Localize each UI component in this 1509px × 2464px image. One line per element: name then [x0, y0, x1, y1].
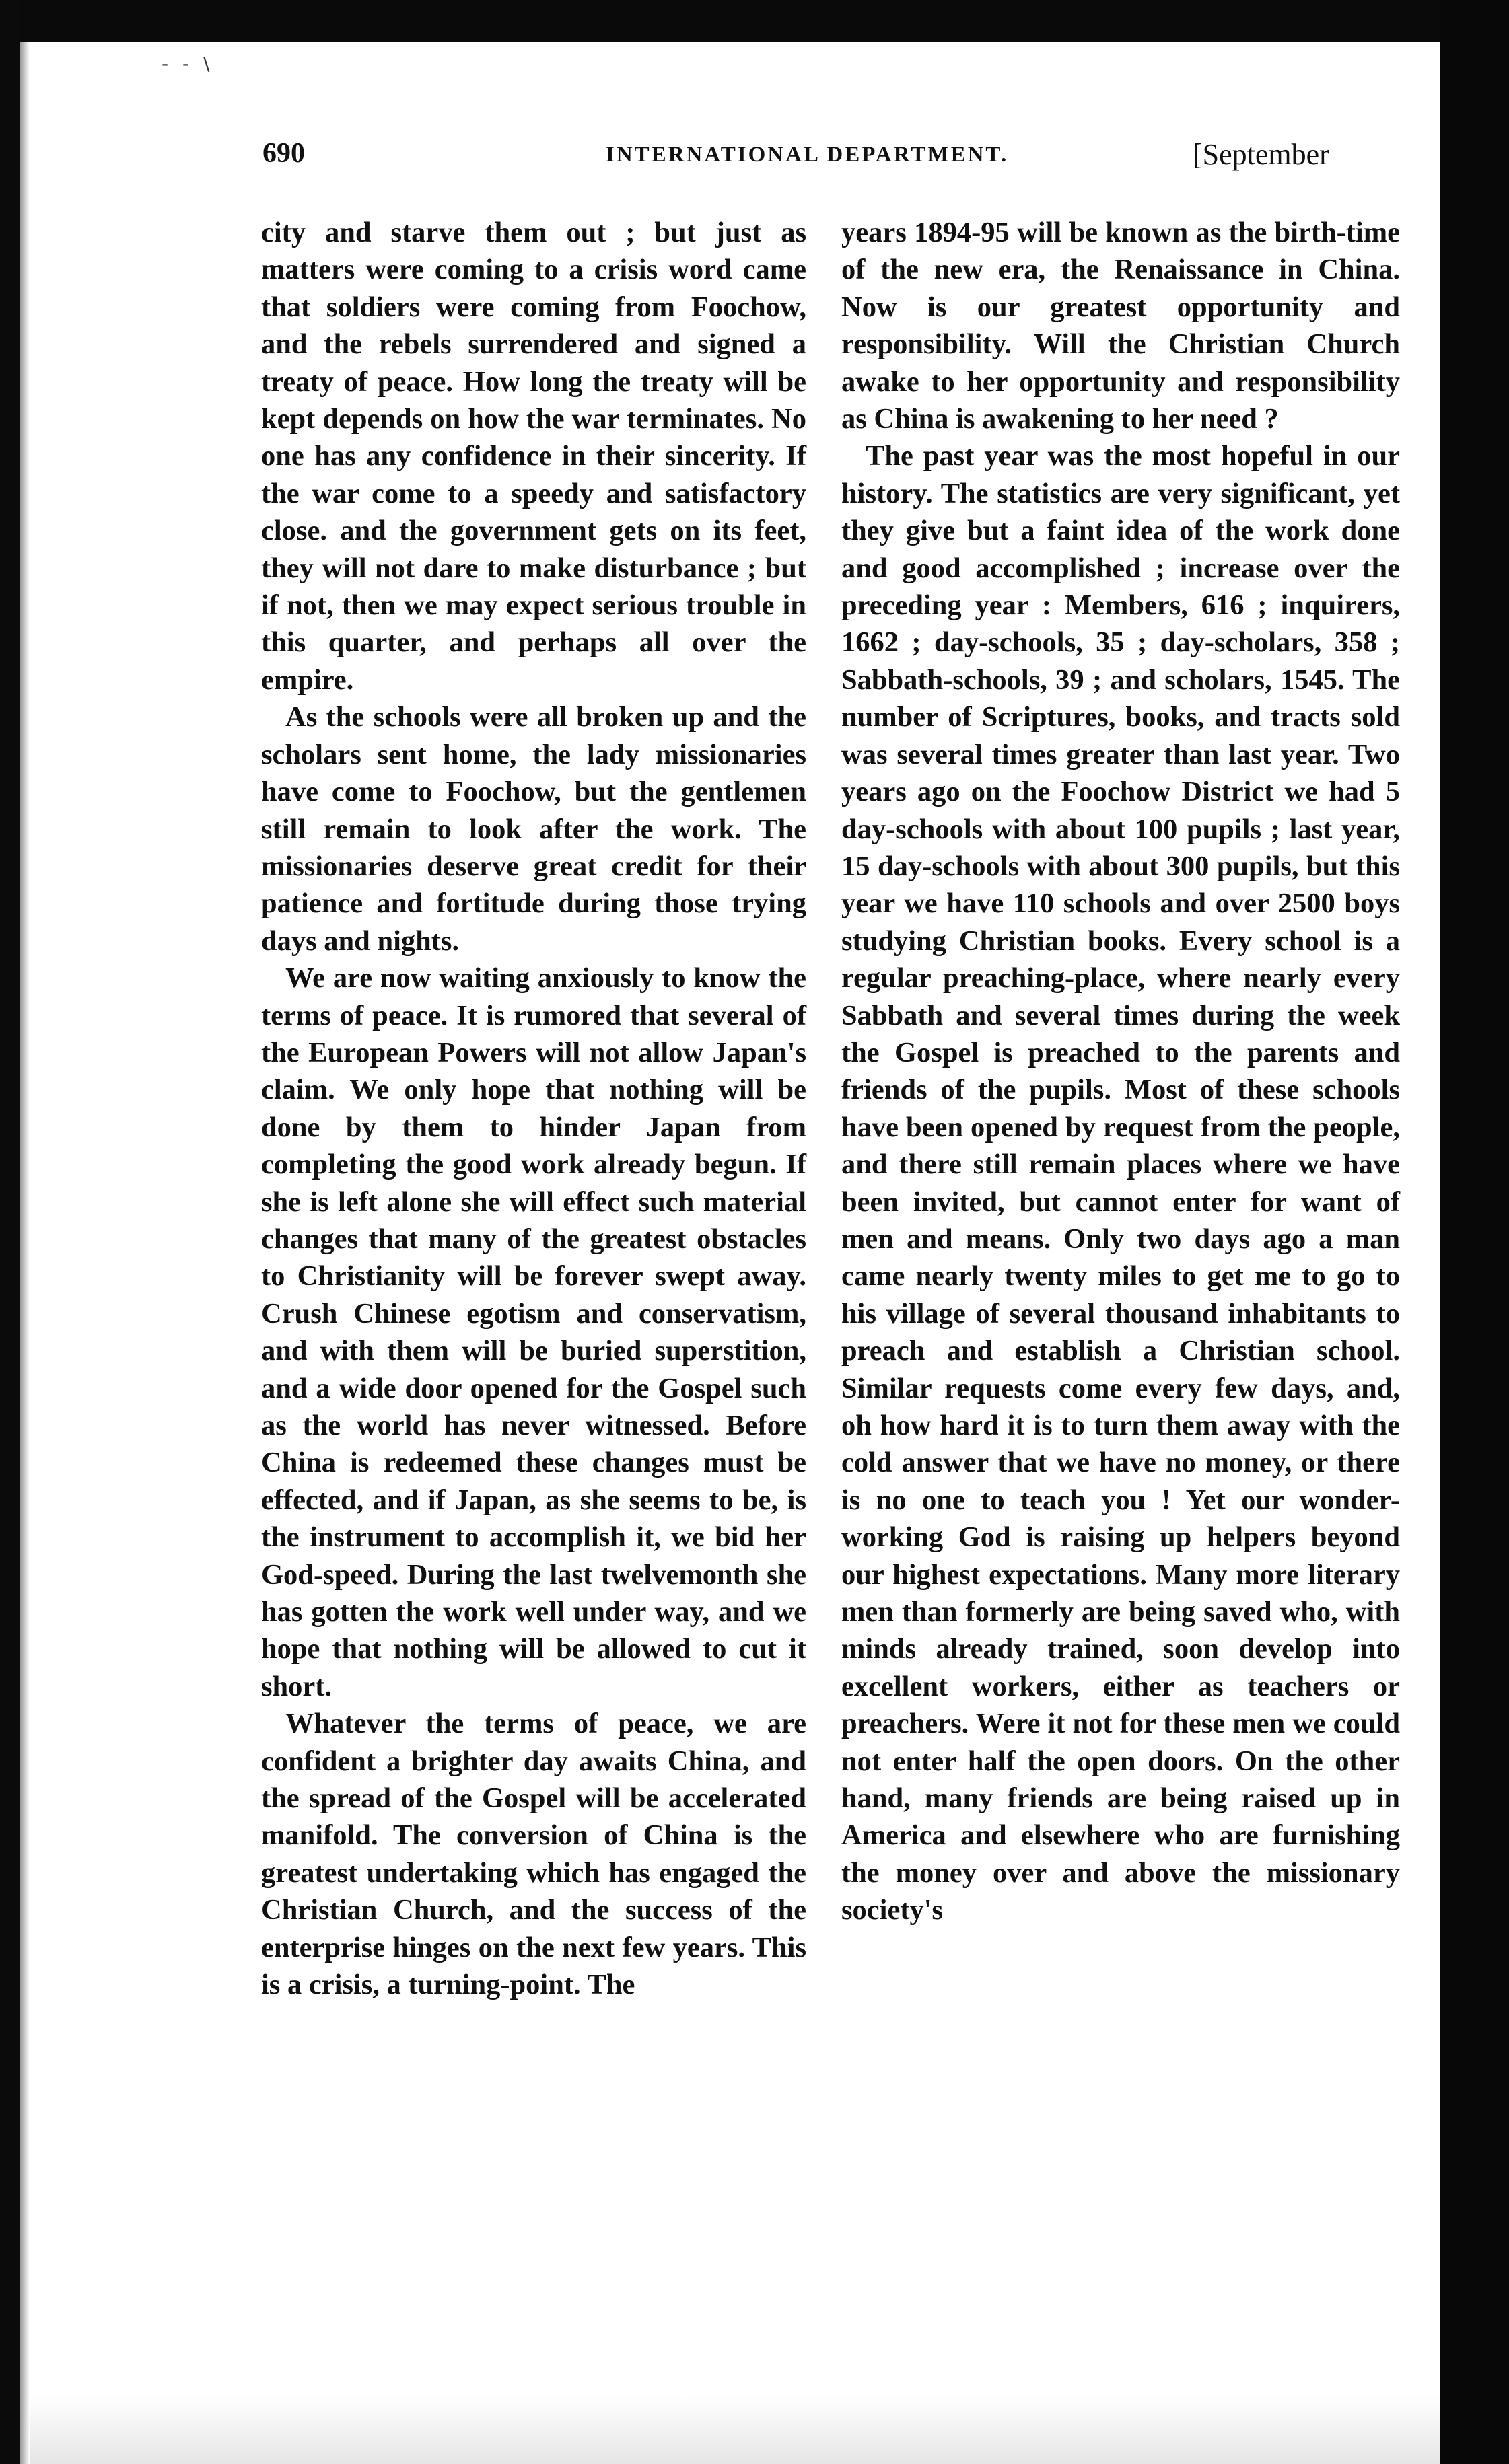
- scan-marks: - - \: [162, 52, 214, 75]
- scan-right-border: [1440, 0, 1509, 2464]
- paragraph: As the schools were all broken up and the scholars sent home, the lady missionaries have come to Foochow, but the gentlemen still remain to look after the work. The missionaries deserve great credit for their patience and fortitude during those trying days and nights.: [261, 701, 806, 957]
- page-bottom-shade: [30, 2395, 1440, 2464]
- paragraph: Whatever the terms of peace, we are confident a brighter day awaits China, and the spread of the Gospel will be accelerated manifold. The conversion of China is the greatest undertaking which has engaged the Christian Church, and the success of the enterprise hinges on the next few years. This is a crisis, a turning-point. The: [261, 1708, 806, 2001]
- issue-month: [September: [1193, 138, 1329, 171]
- right-text-column: [841, 214, 1400, 2239]
- page-number: 690: [262, 138, 305, 169]
- page-gutter-shadow: [20, 42, 30, 2464]
- running-head: [262, 137, 1440, 178]
- paragraph: The past year was the most hopeful in our history. The statistics are very significant, yet they give but a faint idea of the work done and good accomplished ; increase over the preceding year : Members, 616 ; inquirers, 1662 ; day-schools, 35 ; day-scholars, 358 ; Sabbath-schools, 39 ; and scholars, 1545. The number of Scriptures, books, and tracts sold was several times greater than last year. Two years ago on the Foochow District we had 5 day-schools with about 100 pupils ; last year, 15 day-schools with about 300 pupils, but this year we have 110 schools and over 2500 boys studying Christian books. Every school is a regular preaching-place, where nearly every Sabbath and several times during the week the Gospel is preached to the parents and friends of the pupils. Most of these schools have been opened by request from the people, and there still remain places where we have been invited, but cannot enter for want of men and means. Only two days ago a man came nearly twenty miles to get me to go to his village of several thousand inhabitants to preach and establish a Christian school. Similar requests come every few days, and, oh how hard it is to turn them away with the cold answer that we have no money, or there is no one to teach you ! Yet our wonder-working God is raising up helpers beyond our highest expectations. Many more literary men than formerly are being saved who, with minds already trained, soon develop into excellent workers, either as teachers or preachers. Were it not for these men we could not enter half the open doors. On the other hand, many friends are being raised up in America and elsewhere who are furnishing the money over and above the missionary society's: [841, 440, 1400, 1926]
- scan-top-border: [0, 0, 1509, 42]
- scan-left-border: [0, 0, 20, 2464]
- section-title: INTERNATIONAL DEPARTMENT.: [606, 143, 1009, 167]
- paragraph: years 1894-95 will be known as the birth-time of the new era, the Renaissance in China. Now is our greatest opportunity and responsibility. Will the Christian Church awake to her opportunity and responsibility as China is awakening to her need ?: [841, 217, 1400, 435]
- paragraph: city and starve them out ; but just as matters were coming to a crisis word came that soldiers were coming from Foochow, and the rebels surrendered and signed a treaty of peace. How long the treaty will be kept depends on how the war terminates. No one has any confidence in their sincerity. If the war come to a speedy and satisfactory close. and the government gets on its feet, they will not dare to make disturbance ; but if not, then we may expect serious trouble in this quarter, and perhaps all over the empire.: [261, 217, 806, 696]
- left-text-column: [261, 214, 806, 2239]
- paragraph: We are now waiting anxiously to know the terms of peace. It is rumored that several of the European Powers will not allow Japan's claim. We only hope that nothing will be done by them to hinder Japan from completing the good work already begun. If she is left alone she will effect such material changes that many of the greatest obstacles to Christianity will be forever swept away. Crush Chinese egotism and conservatism, and with them will be buried superstition, and a wide door opened for the Gospel such as the world has never witnessed. Before China is redeemed these changes must be effected, and if Japan, as she seems to be, is the instrument to accomplish it, we bid her God-speed. During the last twelvemonth she has gotten the work well under way, and we hope that nothing will be allowed to cut it short.: [261, 962, 806, 1702]
